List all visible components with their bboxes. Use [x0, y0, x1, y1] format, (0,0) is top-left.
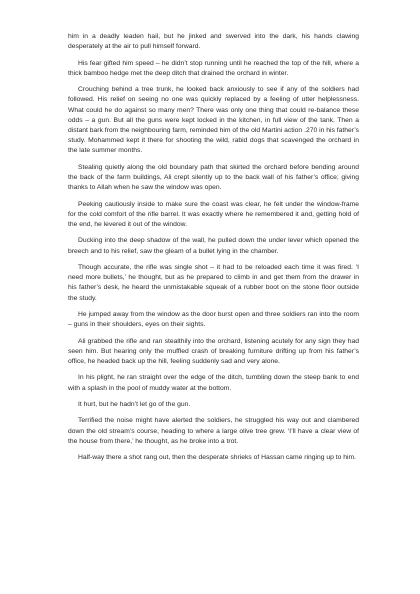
- paragraph: him in a deadly leaden hail, but he jinked and swerved into the dark, his hands clawing desperately at the air to pull himself forward.: [68, 33, 359, 51]
- paragraph: His fear gifted him speed – he didn’t stop running until he reached the top of the hill, where a thick bamboo hedge met the deep ditch that drained the orchard in winter.: [68, 59, 359, 77]
- paragraph: In his plight, he ran straight over the edge of the ditch, tumbling down the steep bank to end with a splash in the pool of muddy water at the bottom.: [68, 374, 359, 392]
- paragraph: It hurt, but he hadn’t let go of the gun.: [78, 400, 191, 408]
- paragraph: Terrified the noise might have alerted the soldiers, he struggled his way out and clambered down the old stream’s course, heading to where a large olive tree grew. ‘I’ll have a clear view of the house from there,’ he thought, as he broke into a trot.: [68, 417, 359, 445]
- paragraph: Half-way there a shot rang out, then the desperate shrieks of Hassan came ringing up to him.: [78, 454, 357, 462]
- paragraph: Crouching behind a tree trunk, he looked back anxiously to see if any of the soldiers had followed. His relief on seeing no one was quickly replaced by a feeling of utter helplessness. What could he do against so many men? There was only one thing that could re-balance these odds – a gun. But all the guns were kept locked in the kitchen, in full view of the tank. Then a distant bark from the neighbouring farm, reminded him of the old Martini action .270 in his father’s study. Mohammed kept it there for shooting the wild, rabid dogs that scavenged the orchard in the late summer months.: [68, 86, 359, 155]
- paragraph: Ducking into the deep shadow of the wall, he pulled down the under lever which opened the breech and to his relief, saw the gleam of a bullet lying in the chamber.: [68, 237, 359, 255]
- paragraph: Stealing quietly along the old boundary path that skirted the orchard before bending around the back of the farm buildings, Ali crept silently up to the back wall of his father’s office; giving thanks to Allah when he saw the window was open.: [68, 163, 359, 192]
- paragraph: He jumped away from the window as the door burst open and three soldiers ran into the room – guns in their shoulders, eyes on their sights.: [68, 310, 359, 329]
- paragraph: Peeking cautiously inside to make sure the coast was clear, he felt under the window-frame for the cold comfort of the rifle barrel. It was exactly where he remembered it and, getting hold of the end, he levered it out of the window.: [68, 200, 359, 228]
- paragraph: Ali grabbed the rifle and ran stealthily into the orchard, listening acutely for any sign they had seen him. But hearing only the muffled crash of breaking furniture drifting up from his father’s office, he headed back up the hill, feeling suddenly sad and very alone.: [68, 337, 359, 365]
- paragraph: Though accurate, the rifle was single shot – it had to be reloaded each time it was fired. ‘I need more bullets,’ he thought, but as he prepared to climb in and get them from the drawer in his father’s desk, he heard the unmistakable squeak of a rubber boot on the stone floor outside the study.: [68, 263, 359, 302]
- body-text: [68, 32, 359, 470]
